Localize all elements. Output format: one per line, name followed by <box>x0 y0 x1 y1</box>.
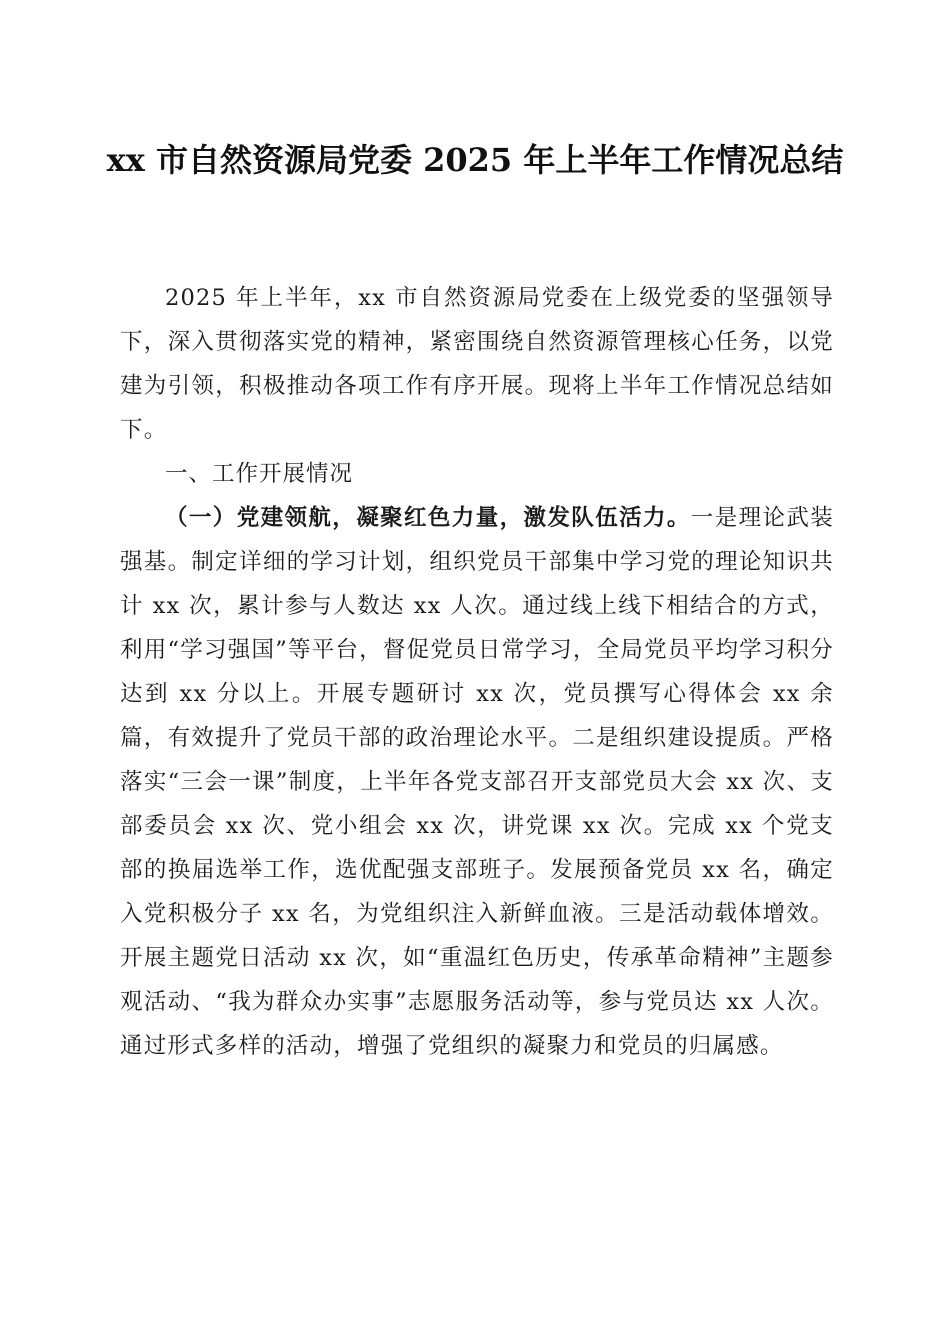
section-heading: 一、工作开展情况 <box>165 461 354 487</box>
document-body <box>120 276 834 1068</box>
intro-paragraph: 2025 年上半年，xx 市自然资源局党委在上级党委的坚强领导下，深入贯彻落实党的精神，紧密围绕自然资源管理核心任务，以党建为引领，积极推动各项工作有序开展。现将上半年工作情况总结如下。 <box>120 285 834 443</box>
subsection-heading: （一）党建领航，凝聚红色力量，激发队伍活力。 <box>165 505 691 531</box>
subsection-paragraph <box>120 496 834 1068</box>
subsection-body: 一是理论武装强基。制定详细的学习计划，组织党员干部集中学习党的理论知识共计 xx 次，累计参与人数达 xx 人次。通过线上线下相结合的方式，利用“学习强国”等平台，督促党员日常学习，全局党员平均学习积分达到 xx 分以上。开展专题研讨 xx 次，党员撰写心得体会 xx 余篇，有效提升了党员干部的政治理论水平。二是组织建设提质。严格落实“三会一课”制度，上半年各党支部召开支部党员大会 xx 次、支部委员会 xx 次、党小组会 xx 次，讲党课 xx 次。完成 xx 个党支部的换届选举工作，选优配强支部班子。发展预备党员 xx 名，确定入党积极分子 xx 名，为党组织注入新鲜血液。三是活动载体增效。开展主题党日活动 xx 次，如“重温红色历史，传承革命精神”主题参观活动、“我为群众办实事”志愿服务活动等，参与党员达 xx 人次。通过形式多样的活动，增强了党组织的凝聚力和党员的归属感。 <box>120 505 834 1059</box>
document-title: xx 市自然资源局党委 2025 年上半年工作情况总结 <box>106 141 844 179</box>
